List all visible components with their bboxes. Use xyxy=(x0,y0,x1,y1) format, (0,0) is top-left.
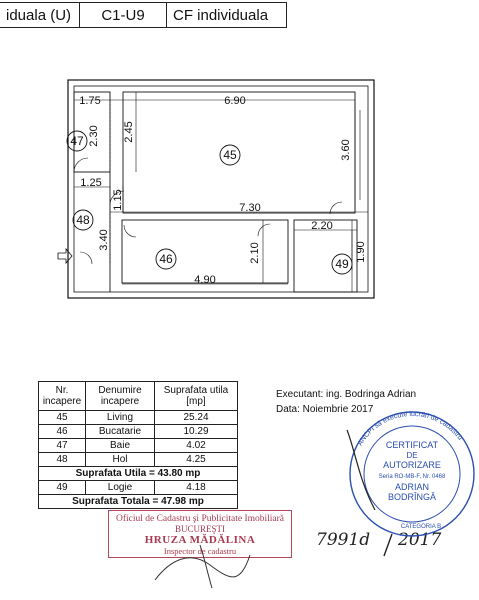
dim-190: 1.90 xyxy=(355,241,367,263)
inner-wall xyxy=(74,86,368,292)
header-cell-unit: C1-U9 xyxy=(80,2,167,28)
dim-490: 4.90 xyxy=(194,274,216,286)
cert-name2: BODRÎNGĂ xyxy=(387,492,437,502)
table-row: 48 Hol 4.25 xyxy=(39,453,238,467)
col-nr: Nr. incapere xyxy=(39,382,86,411)
col-area: Suprafata utila [mp] xyxy=(155,382,238,411)
col-name: Denumire incapere xyxy=(86,382,155,411)
stamp-inspector-name: HRUZA MĂDĂLINA xyxy=(144,534,256,546)
stamp-inspector-role: Inspector de cadastru xyxy=(163,546,237,556)
cert-name1: ADRIAN xyxy=(394,482,430,492)
cert-title: CERTIFICAT xyxy=(385,440,439,450)
totala-row xyxy=(39,495,238,509)
cert-seria: Seria RO-MB-F, Nr. 0468 xyxy=(378,474,446,480)
table-row: 47 Baie 4.02 xyxy=(39,439,238,453)
dim-115: 1.15 xyxy=(112,189,124,211)
handwritten-year: 2017 xyxy=(398,530,442,550)
room-49-label: 49 xyxy=(335,257,349,271)
dim-220: 2.20 xyxy=(311,220,333,232)
suprafata-utila: Suprafata Utila = 43.80 mp xyxy=(39,467,238,481)
stamp-office: Oficiul de Cadastru şi Publicitate Imobiliară xyxy=(115,514,285,524)
table-row: 46 Bucatarie 10.29 xyxy=(39,425,238,439)
header-cell-type: iduala (U) xyxy=(0,2,80,28)
suprafata-totala: Suprafata Totala = 47.98 mp xyxy=(39,495,238,509)
room-46-label: 46 xyxy=(159,252,173,266)
table-row: 45 Living 25.24 xyxy=(39,411,238,425)
utila-row xyxy=(39,467,238,481)
cert-de: DE xyxy=(406,451,418,460)
dim-125: 1.25 xyxy=(80,177,102,189)
signature-icon xyxy=(150,540,260,590)
dim-210: 2.10 xyxy=(249,242,261,264)
room-47-label: 47 xyxy=(70,134,84,148)
stamp-city: BUCUREŞTI xyxy=(174,524,225,534)
executant-line: Executant: ing. Bodringa Adrian xyxy=(276,389,417,400)
dim-175: 1.75 xyxy=(79,95,101,107)
room-45-label: 45 xyxy=(223,148,237,162)
dim-730: 7.30 xyxy=(239,202,261,214)
dim-340: 3.40 xyxy=(98,229,110,251)
table-row: 49 Logie 4.18 xyxy=(39,481,238,495)
cert-autorizare: AUTORIZARE xyxy=(383,460,441,470)
rooms-table xyxy=(38,381,238,509)
room-48-label: 48 xyxy=(76,213,90,227)
date-line: Data: Noiembrie 2017 xyxy=(276,404,374,415)
header-cell-cf: CF individuala xyxy=(167,2,287,28)
dim-360: 3.60 xyxy=(340,139,352,161)
stamp-ring-text: ANCPI să execute lucrări de cadastru xyxy=(356,410,464,448)
dim-245: 2.45 xyxy=(123,121,135,143)
room-45-outline xyxy=(123,92,355,213)
dim-690: 6.90 xyxy=(224,95,246,107)
certificate-stamp xyxy=(345,410,479,538)
cert-categoria: CATEGORIA B xyxy=(400,524,442,530)
outer-wall xyxy=(68,80,374,298)
handwritten-nr: 7991d xyxy=(316,530,371,550)
dim-230: 2.30 xyxy=(88,125,100,147)
